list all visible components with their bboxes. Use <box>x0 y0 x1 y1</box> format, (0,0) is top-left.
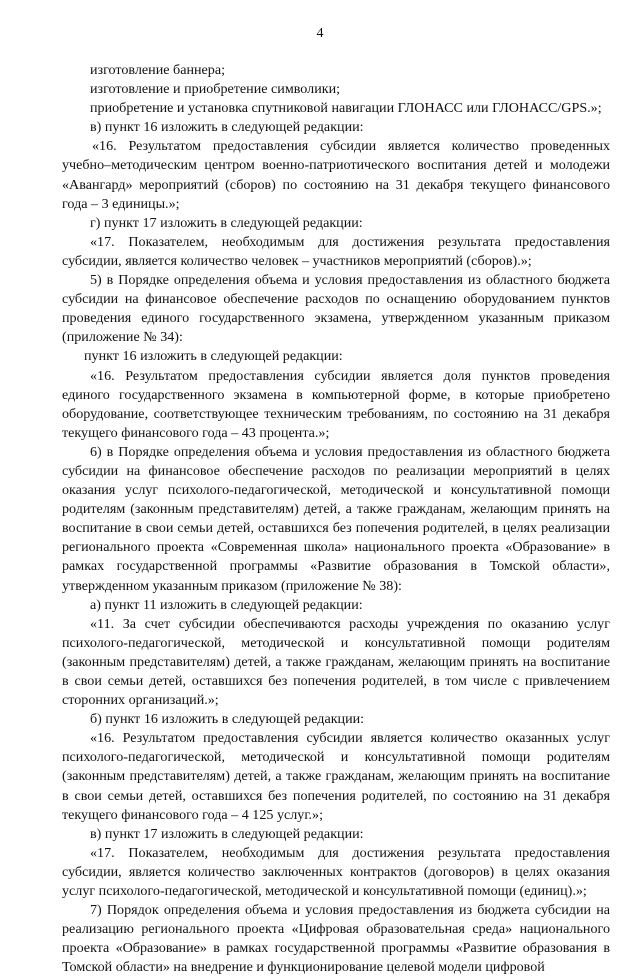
page-number: 4 <box>316 26 324 41</box>
paragraph-item-7-digital-environment: 7) Порядок определения объема и условия предоставления из бюджета субсидии на реализацию регионального проекта «Цифровая образовательная среда» национального проекта «Образование» в рамках государственной программы «Развитие образования в Томской области» на внедрение и функционирование целевой модели цифровой <box>62 902 610 976</box>
paragraph-item-5-exam-equipment: 5) в Порядке определения объема и условия предоставления из областного бюджета субсидии на финансовое обеспечение расходов по оснащению оборудованием пунктов проведения единого государственного экзамена, утвержденном указанным приказом (приложение № 34): <box>62 272 610 346</box>
paragraph-point-17-participants: «17. Показателем, необходимым для достижения результата предоставления субсидии, является количество человек – участников мероприятий (сборов).»; <box>62 233 610 269</box>
document-body <box>62 61 610 978</box>
paragraph-point-11-expenses: «11. За счет субсидии обеспечиваются расходы учреждения по оказанию услуг психолого-педагогической, методической и консультативной помощи родителям (законным представителям) детей, а также гражданам, желающим принять на воспитание в свои семьи детей, оставшихся без попечения родителей, в том числе с привлечением сторонних организаций.»; <box>62 615 610 709</box>
paragraph-point-17-contracts: «17. Показателем, необходимым для достижения результата предоставления субсидии, является количество заключенных контрактов (договоров) в целях оказания услуг психолого-педагогической, методической и консультативной помощи (единиц).»; <box>62 844 610 900</box>
paragraph-item-a-point-11: а) пункт 11 изложить в следующей редакции: <box>90 596 363 613</box>
paragraph-item-v-point-16: в) пункт 16 изложить в следующей редакции: <box>90 119 364 136</box>
paragraph-item-b-point-16: б) пункт 16 изложить в следующей редакции: <box>90 711 365 728</box>
paragraph-item-6-psychological-help: 6) в Порядке определения объема и условия предоставления из областного бюджета субсидии на финансовое обеспечение расходов по реализации мероприятий в целях оказания услуг психолого-педагогической, методической и консультативной помощи родителям (законным представителям) детей, а также гражданам, желающим принять на воспитание в свои семьи детей, оставшихся без попечения родителей, в целях реализации регионального проекта «Современная школа» национального проекта «Образование» в рамках государственной программы «Развитие образования в Томской области», утвержденном указанным приказом (приложение № 38): <box>62 443 610 594</box>
paragraph-glonass: приобретение и установка спутниковой навигации ГЛОНАСС или ГЛОНАСС/GPS.»; <box>90 100 602 117</box>
paragraph-point-16-edit: пункт 16 изложить в следующей редакции: <box>84 348 343 365</box>
paragraph-item-v-point-17: в) пункт 17 изложить в следующей редакции: <box>90 825 364 842</box>
paragraph-item-g-point-17: г) пункт 17 изложить в следующей редакции: <box>90 214 363 231</box>
paragraph-point-16-avangard: «16. Результатом предоставления субсидии является количество проведенных учебно–методическим центром военно-патриотического воспитания детей и молодежи «Авангард» мероприятий (сборов) по состоянию на 31 декабря текущего финансового года – 3 единицы.»; <box>62 138 610 212</box>
paragraph-point-16-services: «16. Результатом предоставления субсидии является количество оказанных услуг психолого-педагогической, методической и консультативной помощи родителям (законным представителям) детей, а также гражданам, желающим принять на воспитание в свои семьи детей, оставшихся без попечения родителей, по состоянию на 31 декабря текущего финансового года – 4 125 услуг.»; <box>62 730 610 823</box>
paragraph-banner: изготовление баннера; <box>90 62 226 78</box>
paragraph-symbols: изготовление и приобретение символики; <box>90 81 341 98</box>
paragraph-point-16-exam-share: «16. Результатом предоставления субсидии является доля пунктов проведения единого государственного экзамена в компьютерной форме, в которые приобретено оборудование, соответствующее техническим требованиям, по состоянию на 31 декабря текущего финансового года – 43 процента.»; <box>62 367 610 441</box>
